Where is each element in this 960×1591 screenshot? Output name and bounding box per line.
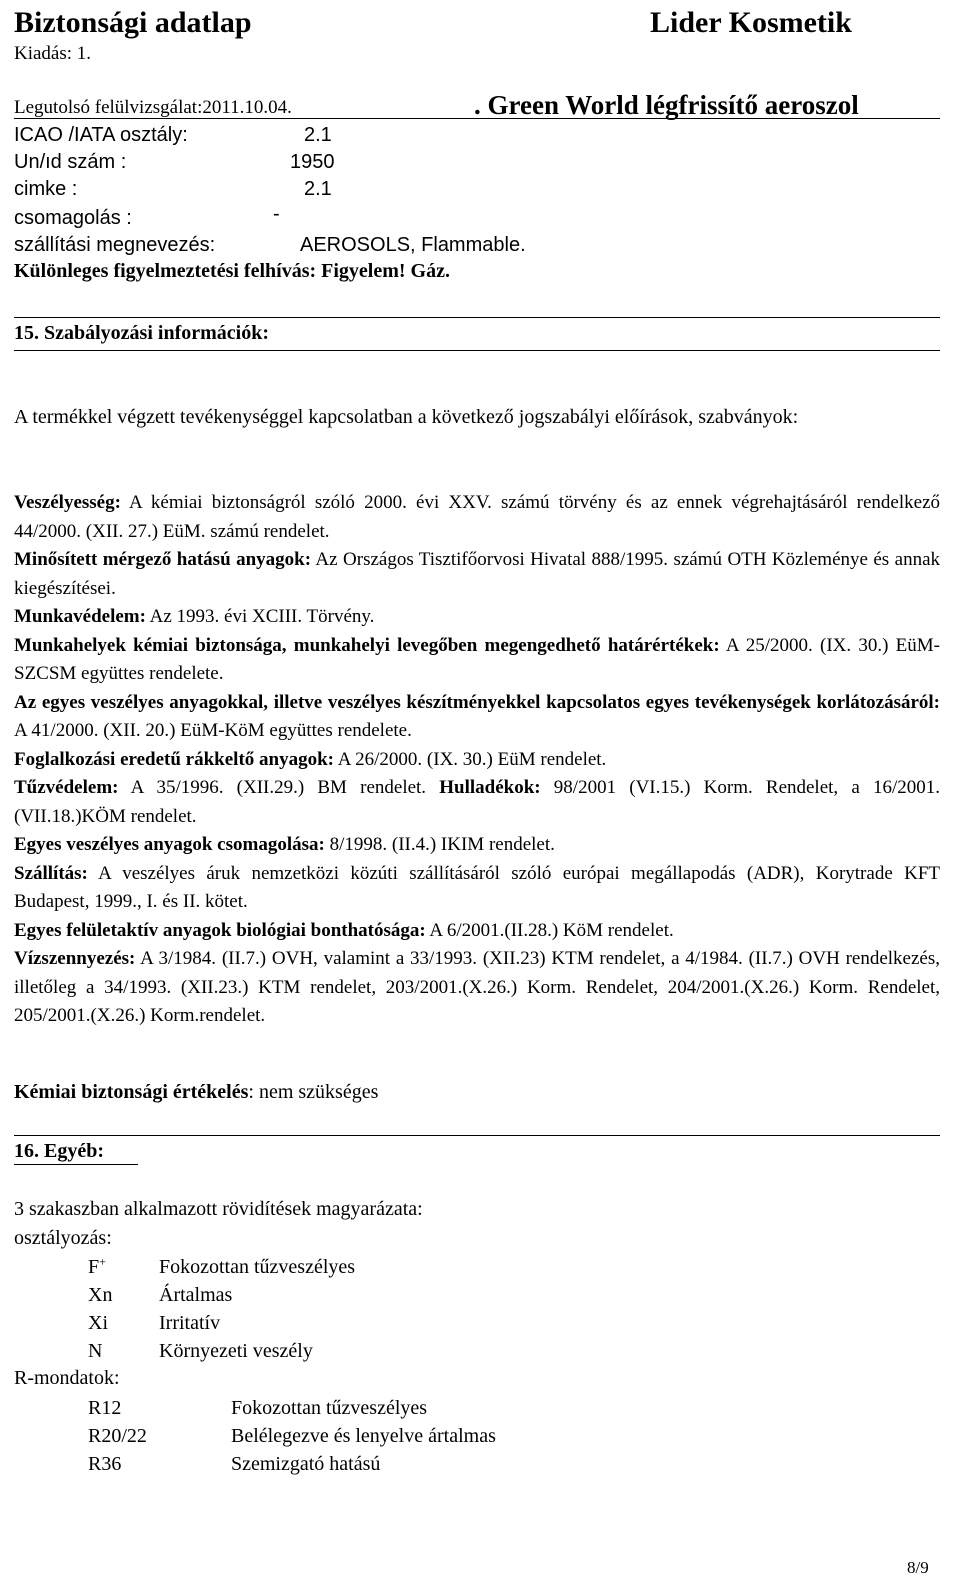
regulation-label: Minősített mérgező hatású anyagok: bbox=[14, 549, 312, 570]
un-number-label: Un/ıd szám : bbox=[14, 151, 127, 173]
r-phrase-desc: Fokozottan tűzveszélyes bbox=[231, 1397, 428, 1419]
icao-label: ICAO /IATA osztály: bbox=[14, 124, 188, 146]
section-16-title-underline bbox=[14, 1164, 138, 1165]
regulation-label: Foglalkozási eredetű rákkeltő anyagok: bbox=[14, 748, 335, 770]
regulation-item bbox=[14, 489, 940, 546]
regulation-label: Egyes veszélyes anyagok csomagolása: bbox=[14, 834, 325, 855]
un-number-value: 1950 bbox=[290, 151, 335, 173]
special-warning: Különleges figyelmeztetési felhívás: Figyelem! Gáz. bbox=[14, 260, 450, 282]
r-phrase-desc: Belélegezve és lenyelve ártalmas bbox=[231, 1425, 496, 1447]
class-desc: Fokozottan tűzveszélyes bbox=[159, 1256, 356, 1278]
regulation-text: A kémiai biztonságról szóló 2000. évi XXV. számú törvény és az ennek végrehajtásáról rendelkező 44/2000. (XII. 27.) EüM. számú rendelet. bbox=[14, 492, 940, 542]
section-15-title: 15. Szabályozási információk: bbox=[14, 322, 269, 344]
chem-assessment-value: : nem szükséges bbox=[248, 1081, 379, 1103]
section-15-top-rule bbox=[14, 317, 940, 318]
class-code: F+ bbox=[88, 1254, 106, 1278]
regulation-text: A veszélyes áruk nemzetközi közúti szállításáról szóló európai megállapodás (ADR), Korytrade KFT Budapest, 1999., I. és II. kötet. bbox=[14, 862, 940, 912]
icao-value: 2.1 bbox=[304, 124, 332, 146]
regulation-text: A 41/2000. (XII. 20.) EüM-KöM együttes rendelete. bbox=[14, 720, 412, 741]
class-desc: Irritatív bbox=[159, 1312, 221, 1334]
regulation-text: Az Országos Tisztifőorvosi Hivatal 888/1995. számú OTH Közleménye és annak kiegészítései. bbox=[14, 549, 941, 599]
company-name: Lider Kosmetik bbox=[650, 6, 852, 39]
regulation-label: Vízszennyezés: bbox=[14, 948, 136, 969]
class-code: Xn bbox=[88, 1284, 113, 1306]
class-desc: Környezeti veszély bbox=[159, 1340, 313, 1362]
regulation-label: Veszélyesség: bbox=[14, 492, 121, 513]
class-code: N bbox=[88, 1340, 103, 1362]
document-title: Biztonsági adatlap bbox=[14, 6, 252, 39]
issue-number: Kiadás: 1. bbox=[14, 43, 92, 64]
label-class-value: 2.1 bbox=[304, 178, 332, 200]
section-16-top-rule bbox=[14, 1135, 940, 1136]
r-phrases-heading: R-mondatok: bbox=[14, 1367, 120, 1389]
regulation-item bbox=[14, 945, 940, 1031]
regulation-label: Egyes felületaktív anyagok biológiai bonthatósága: bbox=[14, 919, 426, 941]
regulation-text: A 26/2000. (IX. 30.) EüM rendelet. bbox=[334, 748, 607, 770]
regulation-item bbox=[14, 603, 940, 632]
product-name: . Green World légfrissítő aeroszol bbox=[474, 90, 859, 120]
section-15-bottom-rule bbox=[14, 350, 940, 351]
regulation-item bbox=[14, 831, 940, 860]
chem-assessment-label: Kémiai biztonsági értékelés bbox=[14, 1081, 249, 1103]
regulation-item bbox=[14, 632, 940, 689]
regulations-list bbox=[14, 489, 940, 1031]
regulation-text: Az 1993. évi XCIII. Törvény. bbox=[145, 606, 375, 627]
regulation-text: A 25/2000. (IX. 30.) EüM-SZCSM együttes rendelete. bbox=[14, 634, 940, 684]
regulation-text: 98/2001 (VI.15.) Korm. Rendelet, a 16/2001.(VII.18.)KÖM rendelet. bbox=[14, 777, 940, 827]
shipping-name-label: szállítási megnevezés: bbox=[14, 234, 216, 256]
class-code: Xi bbox=[88, 1312, 108, 1334]
regulation-item bbox=[14, 746, 940, 775]
regulation-item bbox=[14, 546, 940, 603]
regulation-label: Szállítás: bbox=[14, 862, 88, 884]
r-phrase-code: R12 bbox=[88, 1397, 122, 1419]
regulation-text: A 3/1984. (II.7.) OVH, valamint a 33/1993. (XII.23) KTM rendelet, a 4/1984. (II.7.) OVH rendelkezés, illetőleg a 34/1993. (XII.23.) KTM rendelet, 203/2001.(X.26.) Korm. Rendelet, 204/2001.(X.26.) Korm. Rendelet, 205/2001.(X.26.) Korm.rendelet. bbox=[14, 948, 940, 1026]
page-number: 8/9 bbox=[907, 1558, 929, 1577]
regulation-label: Az egyes veszélyes anyagokkal, illetve veszélyes készítményekkel kapcsolatos egyes tevékenységek korlátozásáról: bbox=[14, 691, 940, 713]
section-16-title: 16. Egyéb: bbox=[14, 1140, 104, 1162]
regulation-text: 8/1998. (II.4.) IKIM rendelet. bbox=[324, 834, 555, 855]
r-phrase-desc: Szemizgató hatású bbox=[231, 1453, 381, 1475]
class-desc: Ártalmas bbox=[159, 1284, 233, 1306]
regulation-label: Munkahelyek kémiai biztonsága, munkahelyi levegőben megengedhető határértékek: bbox=[14, 634, 720, 656]
r-phrase-code: R20/22 bbox=[88, 1425, 147, 1447]
section-15-intro bbox=[14, 403, 940, 431]
packaging-value: - bbox=[273, 203, 280, 225]
header-divider bbox=[14, 118, 940, 119]
regulation-text: A 6/2001.(II.28.) KöM rendelet. bbox=[425, 919, 674, 941]
regulation-label: Munkavédelem: bbox=[14, 606, 146, 627]
shipping-name-value: AEROSOLS, Flammable. bbox=[300, 234, 526, 256]
regulation-item bbox=[14, 689, 940, 746]
last-review-date: Legutolsó felülvizsgálat:2011.10.04. bbox=[14, 97, 292, 118]
classification-heading: osztályozás: bbox=[14, 1227, 112, 1249]
regulation-label: Hulladékok: bbox=[439, 777, 541, 798]
chemical-safety-assessment bbox=[14, 1081, 378, 1104]
regulation-label: Tűzvédelem: bbox=[14, 777, 119, 798]
regulation-text: A 35/1996. (XII.29.) BM rendelet. bbox=[118, 777, 440, 798]
packaging-label: csomagolás : bbox=[14, 207, 132, 229]
abbrev-heading: 3 szakaszban alkalmazott rövidítések magyarázata: bbox=[14, 1198, 423, 1220]
regulation-item bbox=[14, 774, 940, 831]
intro-text: A termékkel végzett tevékenységgel kapcsolatban a következő jogszabályi előírások, szabványok: bbox=[14, 406, 799, 428]
regulation-item bbox=[14, 860, 940, 917]
regulation-item bbox=[14, 917, 940, 946]
label-class-label: cimke : bbox=[14, 178, 78, 200]
r-phrase-code: R36 bbox=[88, 1453, 122, 1475]
